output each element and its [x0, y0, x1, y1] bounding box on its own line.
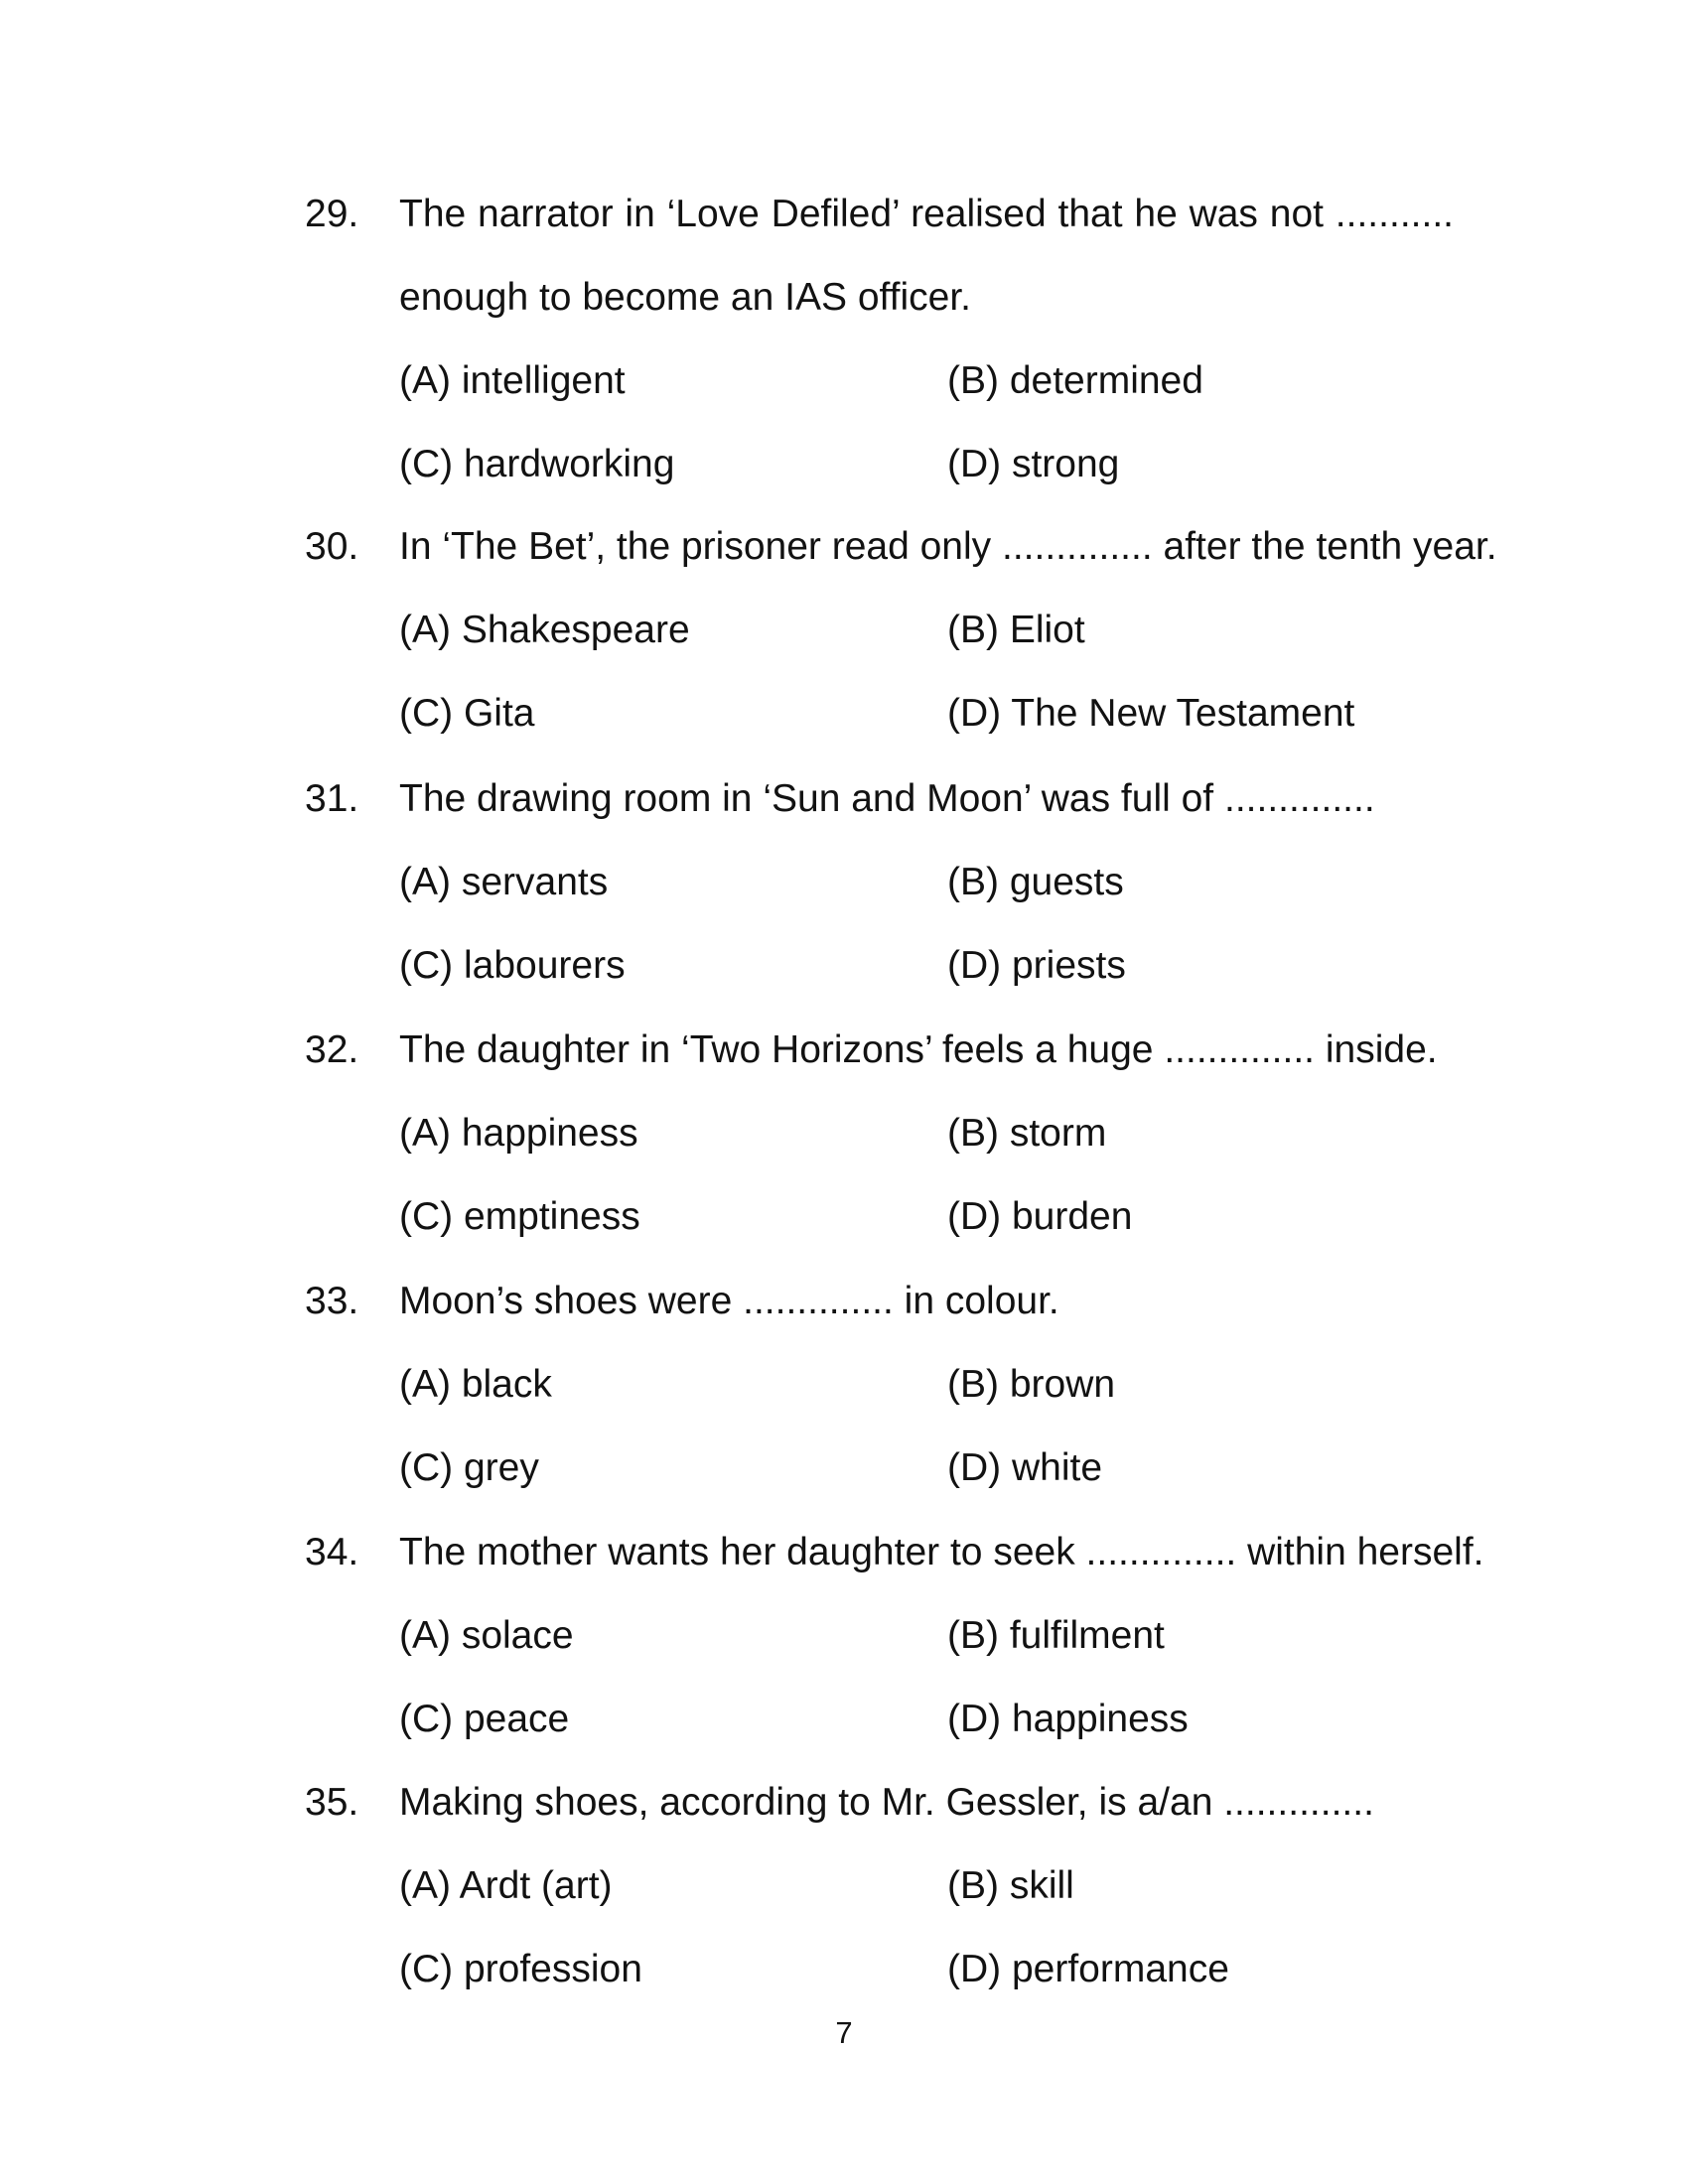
- options-row: [399, 442, 1454, 487]
- question-text-line2: enough to become an IAS officer.: [399, 276, 972, 319]
- option-b: (B) guests: [947, 861, 1124, 903]
- question-text: Moon’s shoes were .............. in colour.: [399, 1280, 1059, 1322]
- option-a: (A) happiness: [399, 1112, 638, 1155]
- options-row: [399, 1445, 1454, 1491]
- option-a: (A) black: [399, 1363, 552, 1406]
- question-text-line1: The narrator in ‘Love Defiled’ realised that he was not ...........: [399, 193, 1454, 235]
- question-text: Making shoes, according to Mr. Gessler, is a/an ..............: [399, 1781, 1374, 1824]
- option-d: (D) happiness: [947, 1698, 1189, 1740]
- option-d: (D) The New Testament: [947, 692, 1355, 735]
- options-row: [399, 1362, 1454, 1408]
- options-row: [399, 943, 1454, 989]
- question-number: 34.: [305, 1531, 359, 1573]
- question-number: 32.: [305, 1028, 359, 1071]
- option-c: (C) profession: [399, 1948, 642, 1990]
- question-number: 35.: [305, 1781, 359, 1824]
- option-d: (D) white: [947, 1446, 1103, 1489]
- option-b: (B) storm: [947, 1112, 1107, 1155]
- option-b: (B) Eliot: [947, 609, 1085, 651]
- option-c: (C) labourers: [399, 944, 626, 987]
- question-number: 33.: [305, 1280, 359, 1322]
- option-b: (B) skill: [947, 1864, 1074, 1907]
- option-d: (D) burden: [947, 1195, 1133, 1238]
- option-a: (A) solace: [399, 1614, 574, 1657]
- question-text: The daughter in ‘Two Horizons’ feels a huge .............. inside.: [399, 1028, 1438, 1071]
- options-row: [399, 608, 1454, 653]
- options-row: [399, 691, 1454, 737]
- option-d: (D) performance: [947, 1948, 1229, 1990]
- question-number: 29.: [305, 193, 359, 235]
- option-a: (A) Ardt (art): [399, 1864, 613, 1907]
- options-row: [399, 1613, 1454, 1659]
- option-a: (A) servants: [399, 861, 609, 903]
- question-number: 30.: [305, 525, 359, 568]
- option-c: (C) Gita: [399, 692, 535, 735]
- question-text: In ‘The Bet’, the prisoner read only .............. after the tenth year.: [399, 525, 1497, 568]
- options-row: [399, 1863, 1454, 1909]
- question-text: The drawing room in ‘Sun and Moon’ was full of ..............: [399, 777, 1375, 820]
- options-row: [399, 1947, 1454, 1992]
- option-a: (A) intelligent: [399, 359, 626, 402]
- options-row: [399, 1697, 1454, 1742]
- option-d: (D) strong: [947, 443, 1120, 485]
- option-c: (C) grey: [399, 1446, 539, 1489]
- page-number: 7: [835, 2015, 853, 2050]
- options-row: [399, 1194, 1454, 1240]
- option-c: (C) peace: [399, 1698, 570, 1740]
- options-row: [399, 860, 1454, 905]
- question-text: The mother wants her daughter to seek .............. within herself.: [399, 1531, 1484, 1573]
- option-c: (C) hardworking: [399, 443, 675, 485]
- option-b: (B) fulfilment: [947, 1614, 1165, 1657]
- options-row: [399, 358, 1454, 404]
- option-b: (B) brown: [947, 1363, 1116, 1406]
- option-a: (A) Shakespeare: [399, 609, 690, 651]
- option-d: (D) priests: [947, 944, 1126, 987]
- options-row: [399, 1111, 1454, 1157]
- option-c: (C) emptiness: [399, 1195, 640, 1238]
- option-b: (B) determined: [947, 359, 1203, 402]
- question-number: 31.: [305, 777, 359, 820]
